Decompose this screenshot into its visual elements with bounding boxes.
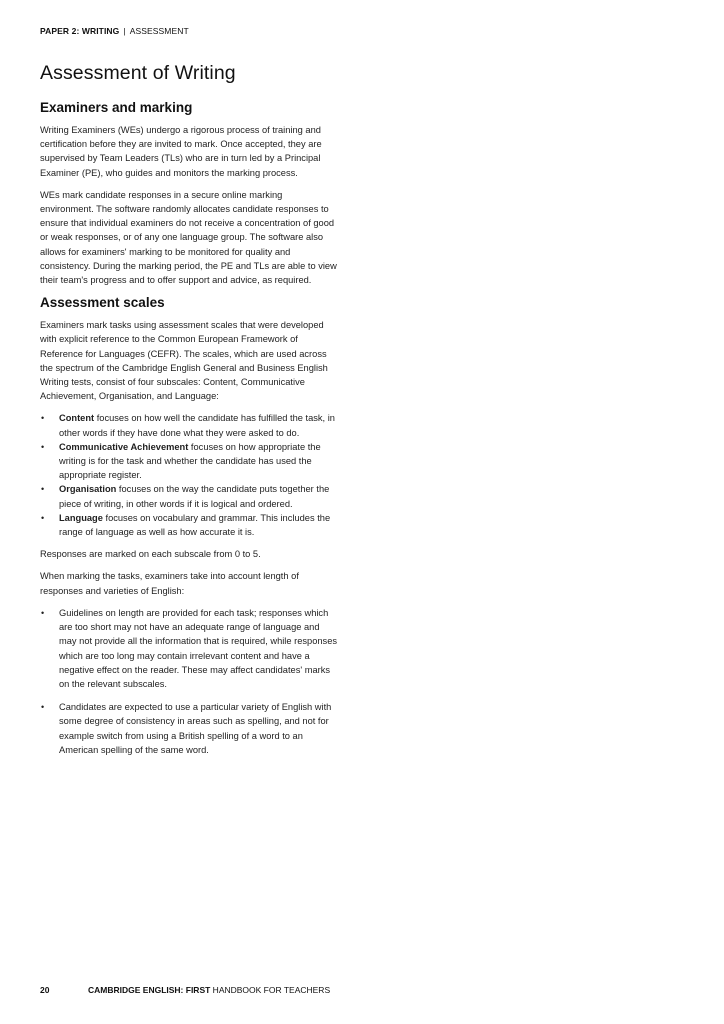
list-item bbox=[40, 482, 338, 510]
publication-subtitle: HANDBOOK FOR TEACHERS bbox=[210, 985, 331, 995]
page-title: Assessment of Writing bbox=[40, 62, 236, 84]
list-item bbox=[40, 700, 338, 757]
list-item bbox=[40, 606, 338, 691]
page-footer bbox=[40, 985, 330, 995]
list-item bbox=[40, 511, 338, 539]
subscale-term: Language bbox=[59, 512, 103, 523]
main-content bbox=[40, 62, 338, 766]
paragraph-account-intro: When marking the tasks, examiners take into account length of responses and varieties of English: bbox=[40, 571, 299, 596]
header-section: ASSESSMENT bbox=[129, 26, 189, 36]
subscale-list bbox=[40, 411, 338, 539]
marking-range-note: Responses are marked on each subscale from 0 to 5. bbox=[40, 549, 261, 560]
subscale-description: focuses on how appropriate the writing is for the task and whether the candidate has used the appropriate register. bbox=[59, 441, 321, 481]
running-header bbox=[40, 26, 189, 36]
section-heading-scales: Assessment scales bbox=[40, 295, 165, 311]
subscale-description: focuses on the way the candidate puts together the piece of writing, in other words if it is logical and ordered. bbox=[59, 484, 330, 509]
bullet-icon: • bbox=[41, 702, 45, 713]
list-item bbox=[40, 411, 338, 439]
bullet-icon: • bbox=[41, 607, 45, 618]
paragraph-examiners-training: Writing Examiners (WEs) undergo a rigorous process of training and certification before they are invited to mark. Once accepted, they are supervised by Team Leaders (TLs) who are in turn led by a Principal Examiner (PE), who guides and monitors the marking process. bbox=[40, 125, 322, 178]
subscale-term: Content bbox=[59, 413, 95, 424]
subscale-description: focuses on vocabulary and grammar. This includes the range of language as well as how accurate it is. bbox=[59, 512, 331, 538]
subscale-description: focuses on how well the candidate has fulfilled the task, in other words if they have done what they were asked to do. bbox=[59, 413, 335, 438]
considerations-list bbox=[40, 606, 338, 757]
bullet-icon: • bbox=[41, 512, 45, 523]
publication-title: CAMBRIDGE ENGLISH: FIRST bbox=[88, 985, 211, 995]
consideration-text: Guidelines on length are provided for each task; responses which are too short may not have an adequate range of language and may not provide all the information that is required, while responses which are too long may contain irrelevant content and have a negative effect on the reader. These may affect candidates' marks on the relevant subscales. bbox=[59, 607, 338, 689]
bullet-icon: • bbox=[41, 441, 45, 452]
header-separator: | bbox=[123, 26, 126, 36]
list-item bbox=[40, 440, 338, 483]
consideration-text: Candidates are expected to use a particular variety of English with some degree of consistency in areas such as spelling, and not for example switch from using a British spelling of a word to an American spelling of the same word. bbox=[59, 702, 332, 755]
page-number: 20 bbox=[40, 985, 50, 995]
bullet-icon: • bbox=[41, 484, 45, 495]
subscale-term: Communicative Achievement bbox=[59, 441, 189, 452]
paragraph-scales-intro: Examiners mark tasks using assessment scales that were developed with explicit reference to the Common European Framework of Reference for Languages (CEFR). The scales, which are used across the spectrum of the Cambridge English General and Business English Writing tests, consist of four subscales: Content, Communicative Achievement, Organisation, and Language: bbox=[40, 320, 328, 402]
header-part: PAPER 2: WRITING bbox=[40, 26, 120, 36]
bullet-icon: • bbox=[41, 413, 45, 424]
subscale-term: Organisation bbox=[59, 484, 117, 495]
paragraph-online-marking: WEs mark candidate responses in a secure online marking environment. The software randomly allocates candidate responses to ensure that individual examiners do not receive a concentration of good or weak responses, or of any one language group. The software also allows for examiners' marking to be monitored for quality and consistency. During the marking period, the PE and TLs are able to view their team's progress and to offer support and advice, as required. bbox=[40, 189, 337, 286]
section-heading-examiners: Examiners and marking bbox=[40, 100, 193, 115]
